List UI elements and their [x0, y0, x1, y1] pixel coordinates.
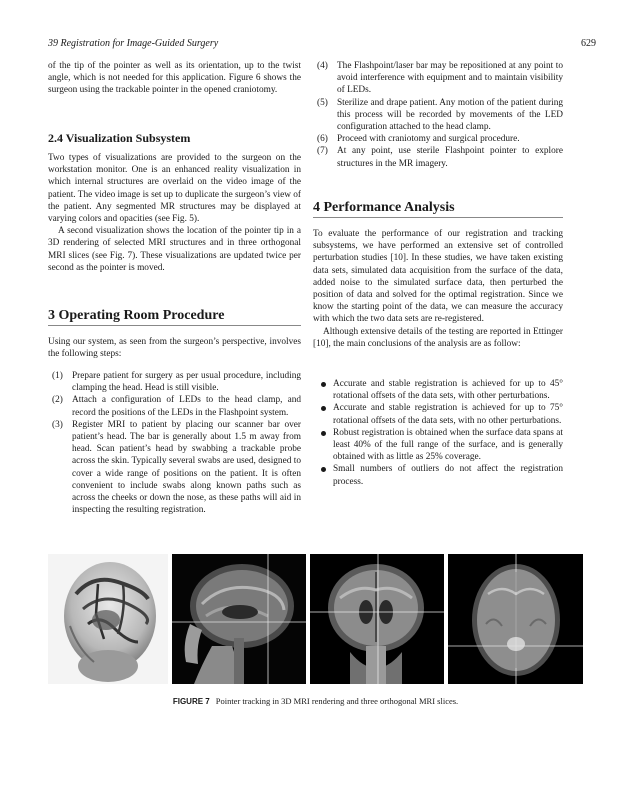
step-number: (1): [52, 371, 63, 381]
list-item: [313, 97, 563, 134]
step-text: Proceed with craniotomy and surgical procedure.: [337, 134, 520, 145]
visualization-text: [48, 152, 301, 274]
right-column: [313, 60, 563, 520]
list-item: [313, 145, 563, 169]
page-number: 629: [581, 38, 596, 49]
step-text: The Flashpoint/laser bar may be repositioned at any point to avoid interference with equipment and to maintain visibility of LEDs.: [337, 61, 563, 96]
step-number: (4): [317, 61, 328, 71]
bullet-icon: [321, 406, 326, 411]
figure-label: FIGURE 7: [172, 697, 210, 706]
section-3-intro: Using our system, as seen from the surgeon’s perspective, involves the following steps:: [48, 337, 301, 360]
section-3-intro-block: [48, 336, 301, 360]
intro-paragraph: of the tip of the pointer as well as its orientation, up to the twist angle, which is not needed for this application. Figure 6 shows the surgeon using the trackable pointer in the opened craniotomy.: [48, 61, 301, 96]
running-head: [48, 38, 596, 52]
left-column: [48, 60, 301, 520]
bullet-icon: [321, 382, 326, 387]
intro-paragraph-block: [48, 60, 301, 97]
visualization-paragraph-2: A second visualization shows the location of the pointer tip in a 3D rendering of selected MRI structures and in three orthogonal MRI slices (see Fig. 7). These visualizations are updated twice per second as the pointer is moved.: [48, 226, 301, 273]
steps-list-right: [313, 60, 563, 170]
step-text: Sterilize and drape patient. Any motion of the patient during this process will be recorded by movements of the LED configuration attached to the head clamp.: [337, 97, 563, 133]
bullet-text: Small numbers of outliers do not affect the registration process.: [333, 464, 563, 487]
figure-7: [48, 554, 583, 684]
chapter-title: 39 Registration for Image-Guided Surgery: [48, 38, 219, 49]
list-item: [48, 394, 301, 418]
section-4-title: 4 Performance Analysis: [313, 202, 563, 218]
bullet-icon: [321, 467, 326, 472]
bullet-text: Accurate and stable registration is achieved for up to 75° rotational offsets of the data sets, with no other perturbations.: [333, 403, 563, 426]
performance-text: [313, 228, 563, 350]
figure-caption: [48, 696, 583, 706]
step-number: (3): [52, 419, 63, 430]
visualization-paragraph-1: Two types of visualizations are provided to the surgeon on the workstation monitor. One is an enhanced reality visualization in which internal structures are overlaid on the video image of the patient. The video image is set up to duplicate the surgeon’s view of the patient. Any segmented MR structures may be displayed at varying colors and opacities (see Fig. 5).: [48, 153, 301, 225]
figure-caption-text: Pointer tracking in 3D MRI rendering and three orthogonal MRI slices.: [215, 696, 459, 706]
section-3-title: 3 Operating Room Procedure: [48, 310, 301, 326]
steps-list-left: [48, 370, 301, 516]
list-item: [313, 133, 563, 145]
step-text: Register MRI to patient by placing our scanner bar over patient’s head. The bar is generally about 1.5 m away from head. Scan patient’s head by swabbing a trackable probe across the skin. Typically several swabs are used, designed to cover a wide range of positions on the patient. It is often convenient to include swabs along known paths such as across the cheeks or down the nose, as these paths will aid in inspecting the resulting registration.: [72, 419, 301, 516]
list-item: [313, 402, 563, 426]
step-number: (5): [317, 97, 328, 108]
subsection-title: 2.4 Visualization Subsystem: [48, 131, 191, 145]
list-item: [48, 370, 301, 394]
list-item: [48, 419, 301, 517]
bullet-text: Robust registration is obtained when the surface data spans at least 40% of the full range of the surface, and is generally obtained with as little as 25% coverage.: [333, 427, 563, 463]
bullet-text: Accurate and stable registration is achieved for up to 45° rotational offsets of the data sets, with other perturbations.: [333, 379, 563, 402]
sagittal-mri-slice: [172, 554, 306, 684]
bullet-icon: [321, 431, 326, 436]
step-text: Attach a configuration of LEDs to the head clamp, and record the positions of the LEDs in the Flashpoint system.: [72, 395, 301, 418]
performance-paragraph-1: To evaluate the performance of our registration and tracking subsystems, we have performed an extensive set of controlled perturbation studies [10]. In these studies, we have taken existing data sets, simulated data acquisition from the surface of the data, added noise to the simulated surface data, then perturbed the position of data and solved for the optimal registration. Since we know the starting point of the data, we can measure the accuracy with which the two data sets are re-registered.: [313, 229, 563, 325]
3d-rendering-image: [48, 554, 168, 684]
conclusions-list: [313, 378, 563, 488]
list-item: [313, 463, 563, 487]
list-item: [313, 427, 563, 464]
step-text: Prepare patient for surgery as per usual procedure, including clamping the head. Head is still visible.: [72, 371, 301, 394]
coronal-mri-slice: [310, 554, 444, 684]
axial-mri-slice: [448, 554, 583, 684]
step-text: At any point, use sterile Flashpoint pointer to explore structures in the MR imagery.: [337, 146, 563, 169]
step-number: (7): [317, 146, 328, 157]
step-number: (2): [52, 395, 63, 406]
step-number: (6): [317, 134, 328, 145]
performance-paragraph-2: Although extensive details of the testing are reported in Ettinger [10], the main conclusions of the analysis are as follow:: [313, 326, 563, 349]
list-item: [313, 60, 563, 97]
list-item: [313, 378, 563, 402]
